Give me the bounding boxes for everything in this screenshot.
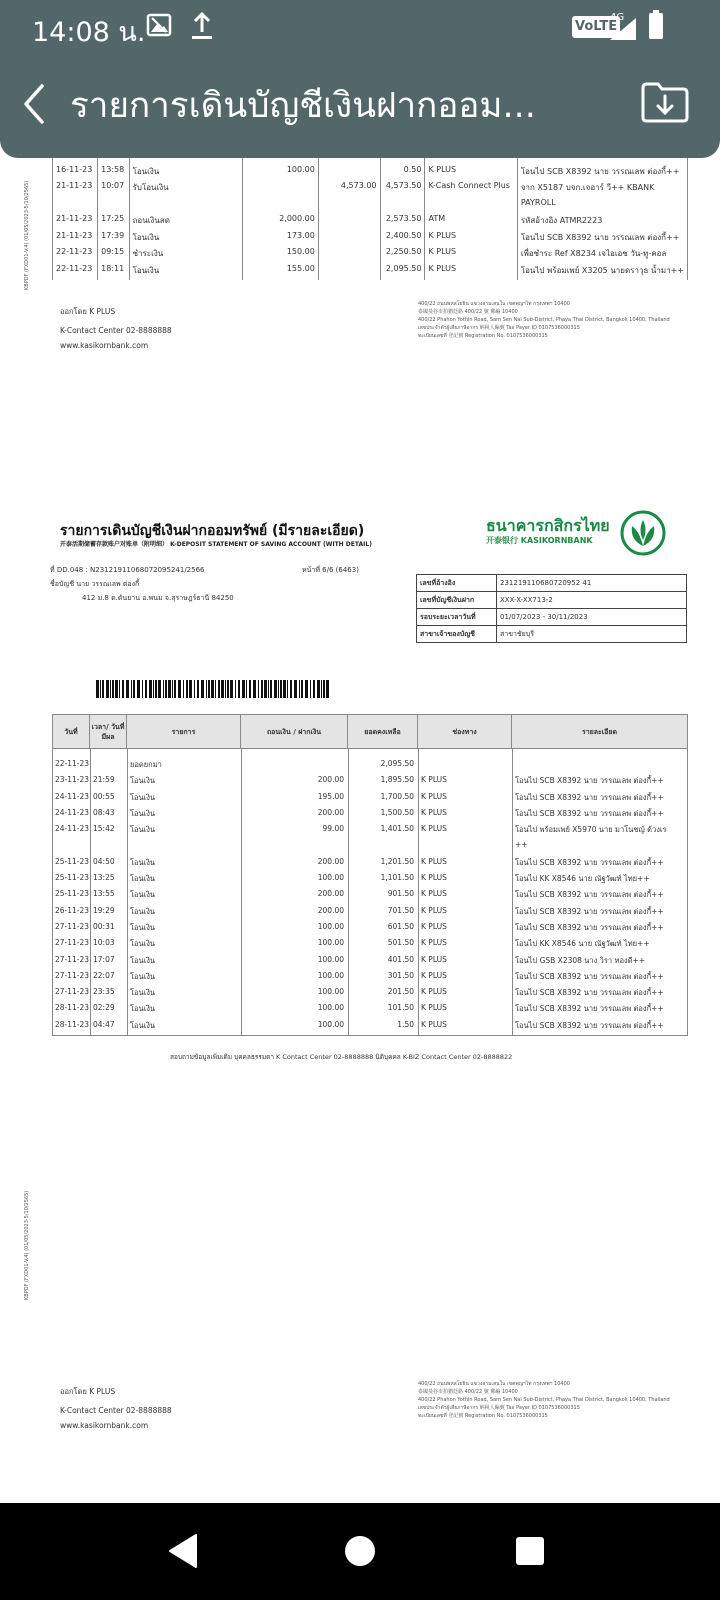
account-address: 412 ม.8 ต.ดันยาน อ.พนม จ.สุราษฎร์ธานี 84250 [82, 594, 234, 602]
cell-time: 22:07 [93, 970, 115, 980]
cell-time: 13:58 [98, 165, 129, 182]
cell-type: ยอดยกมา [130, 760, 162, 769]
page2-footer-right: 400/22 ถนนพหลโยธิน แขวงสามเสนใน เขตพญาไท กรุงเทพฯ 10400 泰國曼谷市拍猶廷路 400/22 號 郵編 10400 400/22 Phahon Yothin Road, Sam Sen Nai Sub-District, Phaya Thai District, Bangkok 10400, Thailand เลขประจำตัวผู้เสียภาษีอากร 納稅人編號 Tax Payer ID 0107536000315 ทะเบียนเลขที่ 登記號 Registration No. 0107536000315 [418, 1381, 670, 1419]
cell-channel: K PLUS [421, 987, 447, 997]
cell-detail: เพื่อชำระ Ref X8234 เจไอเอช วัน-ทู-คอล [517, 247, 687, 264]
page2-transactions-table [52, 714, 688, 1036]
cell-amount [243, 181, 319, 198]
kasikornbank-logo-icon [620, 510, 666, 556]
cell-date: 24-11-23 [55, 807, 90, 817]
cell-balance: 101.50 [387, 1003, 414, 1013]
cell-detail: โอนไป SCB X8392 นาย วรรณเลพ ต่องกี้++ [515, 906, 664, 916]
cell-time: 18:11 [98, 264, 129, 281]
cell-balance: 1,895.50 [380, 775, 414, 785]
header-channel: ช่องทาง [418, 715, 512, 749]
cell-channel: K PLUS [425, 247, 517, 264]
cell-type: โอนเงิน [130, 792, 156, 802]
page1-footer-right: 400/22 ถนนพหลโยธิน แขวงสามเสนใน เขตพญาไท กรุงเทพฯ 10400 泰國曼谷市拍猶廷路 400/22 號 郵編 10400 400/22 Phahon Yothin Road, Sam Sen Nai Sub-District, Phaya Thai District, Bangkok 10400, Thailand เลขประจำตัวผู้เสียภาษีอากร 納稅人編號 Tax Payer ID 0107536000315 ทะเบียนเลขที่ 登記號 Registration No. 0107536000315 [418, 301, 670, 339]
cell-channel: K PLUS [421, 954, 447, 964]
cell-amount: 2,000.00 [243, 214, 319, 231]
cell-time: 02:29 [93, 1003, 115, 1013]
cell-amount: 195.00 [317, 791, 344, 801]
cell-balance: 1,401.50 [380, 824, 414, 834]
volte-badge: VoLTE [572, 16, 620, 38]
cell-balance: 1,201.50 [380, 856, 414, 866]
cell-channel: K PLUS [425, 165, 517, 182]
cell-detail: โอนไป SCB X8392 นาย วรรณเลพ ต่องกี้++ [517, 231, 687, 248]
recents-square-icon[interactable] [508, 1529, 552, 1573]
table-row [53, 955, 687, 971]
info-label: รอบระยะเวลาวันที่ [417, 609, 497, 626]
table-header [53, 715, 687, 749]
cell-type: รับโอนเงิน [129, 181, 243, 198]
cell-detail: โอนไป KK X8546 นาย ณัฐวัฒท์ ไทย++ [515, 939, 650, 949]
cell-date: 27-11-23 [55, 938, 90, 948]
cell-time: 10:03 [93, 938, 115, 948]
info-label: เลขที่บัญชีเงินฝาก [417, 592, 497, 609]
cell-type [129, 198, 243, 215]
save-to-folder-icon[interactable] [640, 80, 690, 124]
table-row [53, 214, 688, 231]
cell-deposit [318, 214, 380, 231]
cell-balance: 1,101.50 [380, 873, 414, 883]
cell-date: 22-11-23 [53, 264, 98, 281]
cell-channel: ATM [425, 214, 517, 231]
page-title: รายการเดินบัญชีเงินฝากออม... [70, 86, 536, 126]
cell-detail: โอนไป พร้อมเพย์ X5970 นาย มาโนชญ์ ด้วงเร [515, 825, 667, 835]
cell-time: 00:55 [93, 791, 115, 801]
cell-channel: K PLUS [421, 1019, 447, 1029]
cell-detail: โอนไป SCB X8392 นาย วรรณเลพ ต่องกี้++ [515, 808, 664, 818]
cell-date: 22-11-23 [53, 247, 98, 264]
cell-balance: 501.50 [387, 938, 414, 948]
cell-amount: 100.00 [317, 938, 344, 948]
cell-balance: 1.50 [397, 1019, 414, 1029]
info-value: 01/07/2023 - 30/11/2023 [497, 609, 687, 626]
cell-detail: โอนไป SCB X8392 นาย วรรณเลพ ต่องกี้++ [515, 1020, 664, 1030]
statement-subtitle: 开泰活期储蓄存款账户对账单（附明细） K-DEPOSIT STATEMENT OF SAVING ACCOUNT (WITH DETAIL) [60, 541, 372, 548]
cell-date: 22-11-23 [55, 759, 90, 768]
header-balance: ยอดคงเหลือ [348, 715, 418, 749]
table-row [53, 759, 687, 775]
cell-type: โอนเงิน [130, 988, 156, 998]
cell-channel: K PLUS [421, 970, 447, 980]
info-value: สาขาชัยบุรี [497, 626, 687, 643]
gallery-notification-icon [146, 12, 172, 38]
cell-date: 16-11-23 [53, 165, 98, 182]
cell-channel: K PLUS [421, 791, 447, 801]
cell-type: โอนเงิน [130, 922, 156, 932]
cell-balance: 401.50 [387, 954, 414, 964]
back-arrow-icon[interactable] [16, 80, 56, 128]
table-row [53, 775, 687, 791]
info-row [417, 592, 687, 609]
cell-detail: PAYROLL [517, 198, 687, 215]
cell-type: โอนเงิน [129, 264, 243, 281]
info-label: เลขที่อ้างอิง [417, 575, 497, 592]
cell-date: 28-11-23 [55, 1003, 90, 1013]
navigation-bar [0, 1503, 720, 1600]
status-time: 14:08 น. [32, 17, 146, 48]
cell-time: 23:35 [93, 987, 115, 997]
cell-time [98, 198, 129, 215]
table-row [53, 857, 687, 873]
table-row [53, 840, 687, 856]
cell-detail: โอนไป SCB X8392 นาย วรรณเลพ ต่องกี้++ [515, 922, 664, 932]
info-value: 231219110680720952 41 [497, 575, 687, 592]
cell-date: 27-11-23 [55, 921, 90, 931]
cell-balance: 2,095.50 [380, 264, 425, 281]
cell-amount [243, 198, 319, 215]
cell-channel: K PLUS [421, 824, 447, 834]
cell-amount: 100.00 [317, 970, 344, 980]
cell-deposit: 4,573.00 [318, 181, 380, 198]
cell-date [53, 198, 98, 215]
cell-type: โอนเงิน [130, 1004, 156, 1014]
statement-title: รายการเดินบัญชีเงินฝากออมทรัพย์ (มีรายละเอียด) [60, 523, 365, 539]
cell-balance: 2,250.50 [380, 247, 425, 264]
cell-amount: 100.00 [317, 987, 344, 997]
cell-time: 08:43 [93, 807, 115, 817]
cell-detail: โอนไป SCB X8392 นาย วรรณเลพ ต่องกี้++ [515, 971, 664, 981]
cell-channel: K PLUS [421, 889, 447, 899]
cell-time: 15:42 [93, 824, 115, 834]
app-bar [0, 0, 720, 158]
cell-type: โอนเงิน [130, 874, 156, 884]
cell-amount: 200.00 [317, 856, 344, 866]
cell-date: 27-11-23 [55, 954, 90, 964]
cell-balance: 0.50 [380, 165, 425, 182]
cell-date: 27-11-23 [55, 987, 90, 997]
cell-date: 27-11-23 [55, 970, 90, 980]
table-row [53, 247, 688, 264]
page-number: หน้าที่ 6/6 (6463) [302, 566, 359, 574]
cell-type: ถอนเงินสด [129, 214, 243, 231]
cell-type: โอนเงิน [130, 906, 156, 916]
cell-time: 17:25 [98, 214, 129, 231]
cell-channel: K PLUS [421, 905, 447, 915]
cell-balance: 2,573.50 [380, 214, 425, 231]
cell-balance: 301.50 [387, 970, 414, 980]
cell-channel: K PLUS [421, 807, 447, 817]
cell-balance [380, 198, 425, 215]
statement-document[interactable] [0, 140, 720, 1500]
table-row [53, 824, 687, 840]
cell-type: ชำระเงิน [129, 247, 243, 264]
cell-detail: โอนไป SCB X8392 นาย วรรณเลพ ต่องกี้++ [515, 890, 664, 900]
header-date: วันที่ [53, 715, 90, 749]
cell-amount: 100.00 [317, 1003, 344, 1013]
cell-date: 24-11-23 [55, 791, 90, 801]
table-row [53, 181, 688, 198]
header-amount: ถอนเงิน / ฝากเงิน [241, 715, 348, 749]
cell-type: โอนเงิน [130, 857, 156, 867]
cell-detail: โอนไป KK X8546 นาย ณัฐวัฒท์ ไทย++ [515, 874, 650, 884]
cell-amount: 200.00 [317, 775, 344, 785]
header-description: รายการ [127, 715, 241, 749]
table-row [53, 198, 688, 215]
cell-amount: 150.00 [243, 247, 319, 264]
cell-deposit [318, 165, 380, 182]
cell-type: โอนเงิน [130, 971, 156, 981]
header-time: เวลา/ วันที่มีผล [90, 715, 127, 749]
cell-detail: จาก X5187 บจก.เจอาร์ วี++ KBANK [517, 181, 687, 198]
info-row [417, 626, 687, 643]
cell-amount: 100.00 [317, 873, 344, 883]
cell-date: 25-11-23 [55, 889, 90, 899]
table-row [53, 987, 687, 1003]
table-row [53, 906, 687, 922]
cell-time: 10:07 [98, 181, 129, 198]
page1-transactions-table [52, 148, 688, 280]
cell-deposit [318, 231, 380, 248]
table-row [53, 165, 688, 182]
header-detail: รายละเอียด [581, 728, 618, 736]
cell-date: 23-11-23 [55, 775, 90, 785]
table-row [53, 1003, 687, 1019]
cell-type: โอนเงิน [129, 231, 243, 248]
cell-amount: 100.00 [317, 1019, 344, 1029]
table-row [53, 938, 687, 954]
cell-date: 21-11-23 [53, 214, 98, 231]
cell-time: 19:29 [93, 905, 115, 915]
cell-balance: 2,400.50 [380, 231, 425, 248]
cell-detail: ++ [515, 840, 528, 850]
cell-channel: K PLUS [421, 775, 447, 785]
cell-channel: K PLUS [421, 856, 447, 866]
cell-time: 17:07 [93, 954, 115, 964]
cell-channel: K-Cash Connect Plus [425, 181, 517, 198]
table-row [53, 873, 687, 889]
cell-date: 26-11-23 [55, 905, 90, 915]
bank-name-en: 开泰银行 KASIKORNBANK [486, 536, 593, 545]
cell-type: โอนเงิน [129, 165, 243, 182]
cell-date: 21-11-23 [53, 181, 98, 198]
network-generation: 4G [610, 12, 625, 23]
cell-type: โอนเงิน [130, 955, 156, 965]
cell-detail: โอนไป พร้อมเพย์ X3205 นายดราวุธ น้ำมา++ [517, 264, 687, 281]
cell-amount: 200.00 [317, 889, 344, 899]
form-code-top: KBPDF (FXD01-V.4) (01/05/2023-5/10/2565) [24, 180, 30, 290]
cell-amount: 100.00 [317, 954, 344, 964]
page1-footer-left: ออกโดย K PLUS K-Contact Center 02-8888888 www.kasikornbank.com [60, 307, 172, 350]
cell-channel [425, 198, 517, 215]
cell-date: 25-11-23 [55, 856, 90, 866]
cell-deposit [318, 247, 380, 264]
cell-channel: K PLUS [425, 264, 517, 281]
cell-balance: 601.50 [387, 921, 414, 931]
info-row [417, 609, 687, 626]
cell-detail: โอนไป SCB X8392 นาย วรรณเลพ ต่องกี้++ [515, 1004, 664, 1014]
cell-detail: โอนไป SCB X8392 นาย วรรณเลพ ต่องกี้++ [515, 776, 664, 786]
cell-date: 24-11-23 [55, 824, 90, 834]
document-number: ที่ DD.048 : N23121911068072095241/2566 [50, 566, 205, 574]
cell-time: 13:25 [93, 873, 115, 883]
info-value: XXX-X-XX713-2 [497, 592, 687, 609]
upload-notification-icon [190, 12, 214, 40]
table-row [53, 264, 688, 281]
cell-amount: 155.00 [243, 264, 319, 281]
cell-balance: 901.50 [387, 889, 414, 899]
cell-amount: 100.00 [243, 165, 319, 182]
cell-time: 09:15 [98, 247, 129, 264]
cell-type: โอนเงิน [130, 939, 156, 949]
battery-icon [648, 10, 664, 40]
cell-balance: 1,700.50 [380, 791, 414, 801]
cell-detail: โอนไป GSB X2308 นาง วิรา ทองดี++ [515, 955, 646, 965]
cell-balance: 1,500.50 [380, 807, 414, 817]
cell-time: 13:55 [93, 889, 115, 899]
cell-time: 04:50 [93, 856, 115, 866]
cell-amount: 173.00 [243, 231, 319, 248]
cell-balance: 201.50 [387, 987, 414, 997]
cell-amount: 200.00 [317, 905, 344, 915]
account-info-table [416, 574, 687, 643]
table-row [53, 971, 687, 987]
barcode-icon [96, 680, 332, 698]
cell-type: โอนเงิน [130, 776, 156, 786]
cell-time: 17:39 [98, 231, 129, 248]
account-name: ชื่อบัญชี นาย วรรณเลพ ต่องกี้ [50, 580, 140, 588]
cell-detail: โอนไป SCB X8392 นาย วรรณเลพ ต่องกี้++ [515, 792, 664, 802]
cell-type: โอนเงิน [130, 1020, 156, 1030]
table-row [53, 792, 687, 808]
table-row [53, 889, 687, 905]
cell-deposit [318, 198, 380, 215]
cell-balance: 2,095.50 [380, 759, 414, 768]
cell-channel: K PLUS [425, 231, 517, 248]
table-row [53, 808, 687, 824]
status-bar [0, 0, 720, 56]
info-label: สาขาเจ้าของบัญชี [417, 626, 497, 643]
signal-icon [608, 16, 638, 42]
cell-date: 28-11-23 [55, 1019, 90, 1029]
cell-channel: K PLUS [421, 938, 447, 948]
cell-channel: K PLUS [421, 921, 447, 931]
table-body [53, 759, 687, 1036]
cell-channel: K PLUS [421, 1003, 447, 1013]
contact-line: สอบถามข้อมูลเพิ่มเติม บุคคลธรรมดา K Contact Center 02-8888888 นิติบุคคล K-BIZ Contact Center 02-8888822 [170, 1053, 513, 1061]
info-row [417, 575, 687, 592]
cell-time: 04:47 [93, 1019, 115, 1029]
cell-deposit [318, 264, 380, 281]
cell-detail: โอนไป SCB X8392 นาย วรรณเลพ ต่องกี้++ [515, 988, 664, 998]
cell-balance: 701.50 [387, 905, 414, 915]
cell-date: 25-11-23 [55, 873, 90, 883]
cell-detail: โอนไป SCB X8392 นาย วรรณเลพ ต่องกี้++ [517, 165, 687, 182]
cell-balance: 4,573.50 [380, 181, 425, 198]
cell-type: โอนเงิน [130, 890, 156, 900]
cell-time: 21:59 [93, 775, 115, 785]
cell-detail: รหัสอ้างอิง ATMR2223 [517, 214, 687, 231]
table-row [53, 1020, 687, 1036]
cell-time: 00:31 [93, 921, 115, 931]
form-code-bottom: KBPDF (FXD01-V.4) (01/05/2023-5/10/2565) [24, 1190, 30, 1300]
page2-footer-left: ออกโดย K PLUS K-Contact Center 02-8888888 www.kasikornbank.com [60, 1387, 172, 1430]
cell-amount: 100.00 [317, 921, 344, 931]
cell-type: โอนเงิน [130, 808, 156, 818]
cell-channel: K PLUS [421, 873, 447, 883]
cell-type: โอนเงิน [130, 825, 156, 835]
back-triangle-icon[interactable] [162, 1529, 206, 1573]
cell-date: 21-11-23 [53, 231, 98, 248]
bank-name-th: ธนาคารกสิกรไทย [486, 516, 610, 535]
table-row [53, 922, 687, 938]
cell-amount: 200.00 [317, 807, 344, 817]
cell-amount: 99.00 [322, 824, 344, 834]
cell-detail: โอนไป SCB X8392 นาย วรรณเลพ ต่องกี้++ [515, 857, 664, 867]
home-circle-icon[interactable] [338, 1529, 382, 1573]
table-row [53, 231, 688, 248]
title-row [0, 70, 720, 140]
